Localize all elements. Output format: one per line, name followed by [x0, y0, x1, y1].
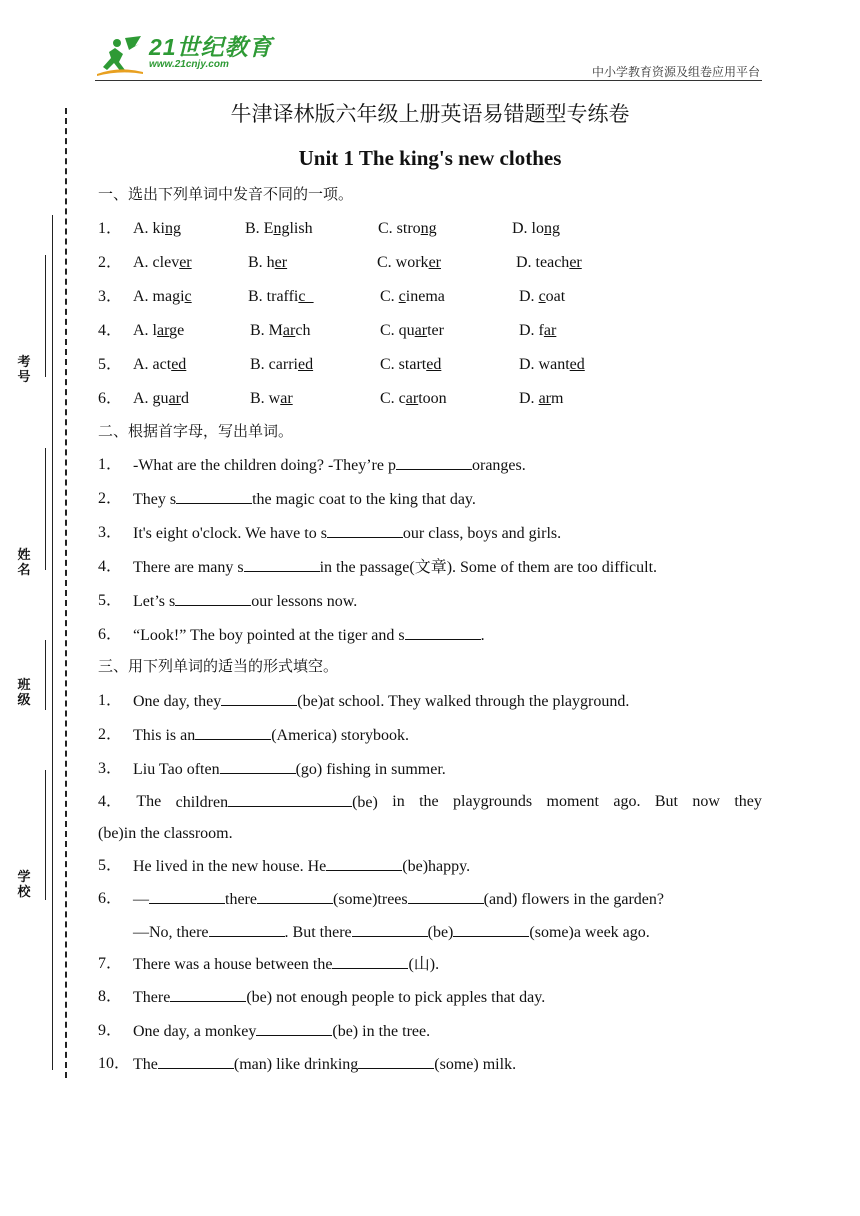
question-text: This is an (America) storybook.	[133, 727, 409, 744]
question-number: 10．	[98, 1055, 131, 1072]
underlined-sound: ar	[543, 322, 557, 339]
option-c[interactable]: C. cinema	[380, 288, 445, 305]
underlined-sound: c	[538, 288, 546, 305]
option-a[interactable]: A. guard	[133, 390, 189, 407]
question-number: 4．	[98, 558, 123, 575]
underlined-sound: ng	[420, 220, 437, 237]
answer-blank[interactable]	[158, 1054, 234, 1069]
underlined-sound: ed	[297, 356, 314, 373]
question-text: One day, they (be)at school. They walked through the playground.	[133, 693, 630, 710]
question-text: There was a house between the (山).	[133, 956, 440, 973]
underlined-sound: c_	[298, 288, 314, 305]
class-label: 班级	[17, 678, 31, 708]
option-a[interactable]: A. king	[133, 220, 181, 237]
answer-blank[interactable]	[396, 455, 472, 470]
section-heading: 三、用下列单词的适当的形式填空。	[98, 657, 339, 675]
question-number: 1．	[98, 692, 123, 709]
question-word: now	[692, 793, 720, 810]
option-b[interactable]: B. carried	[250, 356, 314, 373]
underlined-sound: ar	[414, 322, 428, 339]
underlined-sound: er	[428, 254, 441, 271]
question-word: children (be)	[175, 794, 378, 811]
school-label: 学校	[17, 870, 31, 900]
question-text: One day, a monkey (be) in the tree.	[133, 1023, 431, 1040]
question-word: playgrounds	[453, 793, 533, 810]
question-number: 6．	[98, 890, 123, 907]
name-line[interactable]	[45, 448, 46, 570]
question-number: 6．	[98, 390, 123, 407]
question-text: There (be) not enough people to pick apples that day.	[133, 989, 546, 1006]
answer-blank[interactable]	[358, 1054, 434, 1069]
option-b[interactable]: B. English	[245, 220, 313, 237]
answer-blank[interactable]	[453, 922, 529, 937]
question-text: He lived in the new house. He (be)happy.	[133, 858, 471, 875]
option-c[interactable]: C. started	[380, 356, 442, 373]
question-word: they	[734, 793, 762, 810]
question-text: Let’s s our lessons now.	[133, 593, 358, 610]
exam-no-label: 考号	[17, 355, 31, 385]
option-c[interactable]: C. quarter	[380, 322, 444, 339]
option-a[interactable]: A. clever	[133, 254, 192, 271]
school-line[interactable]	[45, 770, 46, 900]
question-text: They s the magic coat to the king that day.	[133, 491, 476, 508]
question-continuation: (be)in the classroom.	[98, 825, 233, 842]
underlined-sound: ed	[426, 356, 442, 373]
question-number: 1．	[98, 220, 123, 237]
answer-blank[interactable]	[175, 591, 251, 606]
question-text: There are many s in the passage(文章). Some of them are too difficult.	[133, 559, 658, 576]
page-header	[95, 34, 762, 81]
underlined-sound: ng	[273, 220, 290, 237]
logo-title: 21世纪教育	[149, 34, 273, 60]
question-number: 3．	[98, 760, 123, 777]
option-d[interactable]: D. teacher	[516, 254, 582, 271]
underlined-sound: er	[179, 254, 192, 271]
question-number: 4．	[98, 322, 123, 339]
underlined-sound: ar	[168, 390, 181, 407]
answer-blank[interactable]	[405, 625, 481, 640]
option-b[interactable]: B. March	[250, 322, 311, 339]
question-text: It's eight o'clock. We have to s our class, boys and girls.	[133, 525, 562, 542]
runner-logo-icon	[95, 34, 145, 78]
option-b[interactable]: B. her	[248, 254, 288, 271]
question-word: The	[136, 793, 162, 810]
question-number: 2．	[98, 490, 123, 507]
answer-blank[interactable]	[228, 792, 352, 807]
question-text: Liu Tao often (go) fishing in summer.	[133, 761, 446, 778]
answer-blank[interactable]	[209, 922, 285, 937]
underlined-sound: ar	[282, 322, 296, 339]
question-number: 1．	[98, 456, 123, 473]
underlined-sound: ed	[569, 356, 585, 373]
answer-blank[interactable]	[327, 523, 403, 538]
option-a[interactable]: A. large	[133, 322, 185, 339]
question-number: 3．	[98, 288, 123, 305]
answer-blank[interactable]	[257, 889, 333, 904]
question-text: — there (some)trees (and) flowers in the garden?	[133, 891, 664, 908]
answer-blank[interactable]	[195, 725, 271, 740]
question-word: the	[419, 793, 439, 810]
question-text: —No, there . But there (be) (some)a week ago.	[133, 924, 650, 941]
class-line[interactable]	[45, 640, 46, 710]
option-c[interactable]: C. strong	[378, 220, 437, 237]
logo	[95, 34, 273, 78]
option-d[interactable]: D. wanted	[519, 356, 585, 373]
underlined-sound: ng	[165, 220, 181, 237]
option-b[interactable]: B. traffic_	[248, 288, 314, 305]
underlined-sound: er	[569, 254, 582, 271]
option-b[interactable]: B. war	[250, 390, 293, 407]
question-number: 6．	[98, 626, 123, 643]
question-word: in	[392, 793, 405, 810]
question-number: 5．	[98, 356, 123, 373]
section-heading: 一、选出下列单词中发音不同的一项。	[98, 185, 354, 203]
question-text: -What are the children doing? -They’re p oranges.	[133, 457, 526, 474]
question-number: 2．	[98, 254, 123, 271]
question-number: 2．	[98, 726, 123, 743]
answer-blank[interactable]	[256, 1021, 332, 1036]
underlined-sound: ar	[280, 390, 293, 407]
underlined-sound: ng	[544, 220, 560, 237]
underlined-sound: ed	[171, 356, 187, 373]
question-number: 7．	[98, 955, 123, 972]
answer-blank[interactable]	[170, 987, 246, 1002]
answer-blank[interactable]	[352, 922, 428, 937]
option-c[interactable]: C. cartoon	[380, 390, 447, 407]
question-number: 4．	[98, 793, 123, 810]
platform-label: 中小学教育资源及组卷应用平台	[591, 65, 760, 79]
underlined-sound: ar	[405, 390, 419, 407]
question-number: 5．	[98, 857, 123, 874]
answer-blank[interactable]	[149, 889, 225, 904]
answer-blank[interactable]	[332, 954, 408, 969]
underlined-sound: er	[274, 254, 288, 271]
underlined-sound: ar	[538, 390, 551, 407]
option-d[interactable]: D. coat	[519, 288, 566, 305]
binding-dashed-line	[65, 108, 67, 1078]
option-d[interactable]: D. arm	[519, 390, 564, 407]
underlined-sound: c	[398, 288, 406, 305]
answer-blank[interactable]	[408, 889, 484, 904]
question-number: 5．	[98, 592, 123, 609]
question-text: The (man) like drinking (some) milk.	[133, 1056, 517, 1073]
question-row	[98, 792, 762, 813]
exam-no-line[interactable]	[45, 255, 46, 377]
option-d[interactable]: D. far	[519, 322, 557, 339]
question-word: But	[654, 793, 678, 810]
answer-blank[interactable]	[176, 489, 252, 504]
option-a[interactable]: A. acted	[133, 356, 187, 373]
option-c[interactable]: C. worker	[377, 254, 441, 271]
underlined-sound: c	[184, 288, 192, 305]
underlined-sound: ar	[157, 322, 170, 339]
page-title: 牛津译林版六年级上册英语易错题型专练卷	[230, 102, 630, 126]
binding-solid-line	[52, 215, 53, 1070]
option-d[interactable]: D. long	[512, 220, 560, 237]
answer-blank[interactable]	[221, 691, 297, 706]
answer-blank[interactable]	[220, 759, 296, 774]
name-label: 姓名	[17, 548, 31, 578]
logo-url: www.21cnjy.com	[149, 59, 229, 70]
section-heading: 二、根据首字母，写出单词。	[98, 422, 294, 440]
question-text: “Look!” The boy pointed at the tiger and s .	[133, 627, 485, 644]
question-word: moment	[546, 793, 599, 810]
answer-blank[interactable]	[326, 856, 402, 871]
unit-title: Unit 1 The king's new clothes	[298, 146, 562, 170]
question-number: 9．	[98, 1022, 123, 1039]
answer-blank[interactable]	[244, 557, 320, 572]
question-word: ago.	[613, 793, 641, 810]
option-a[interactable]: A. magic	[133, 288, 192, 305]
question-number: 3．	[98, 524, 123, 541]
question-number: 8．	[98, 988, 123, 1005]
